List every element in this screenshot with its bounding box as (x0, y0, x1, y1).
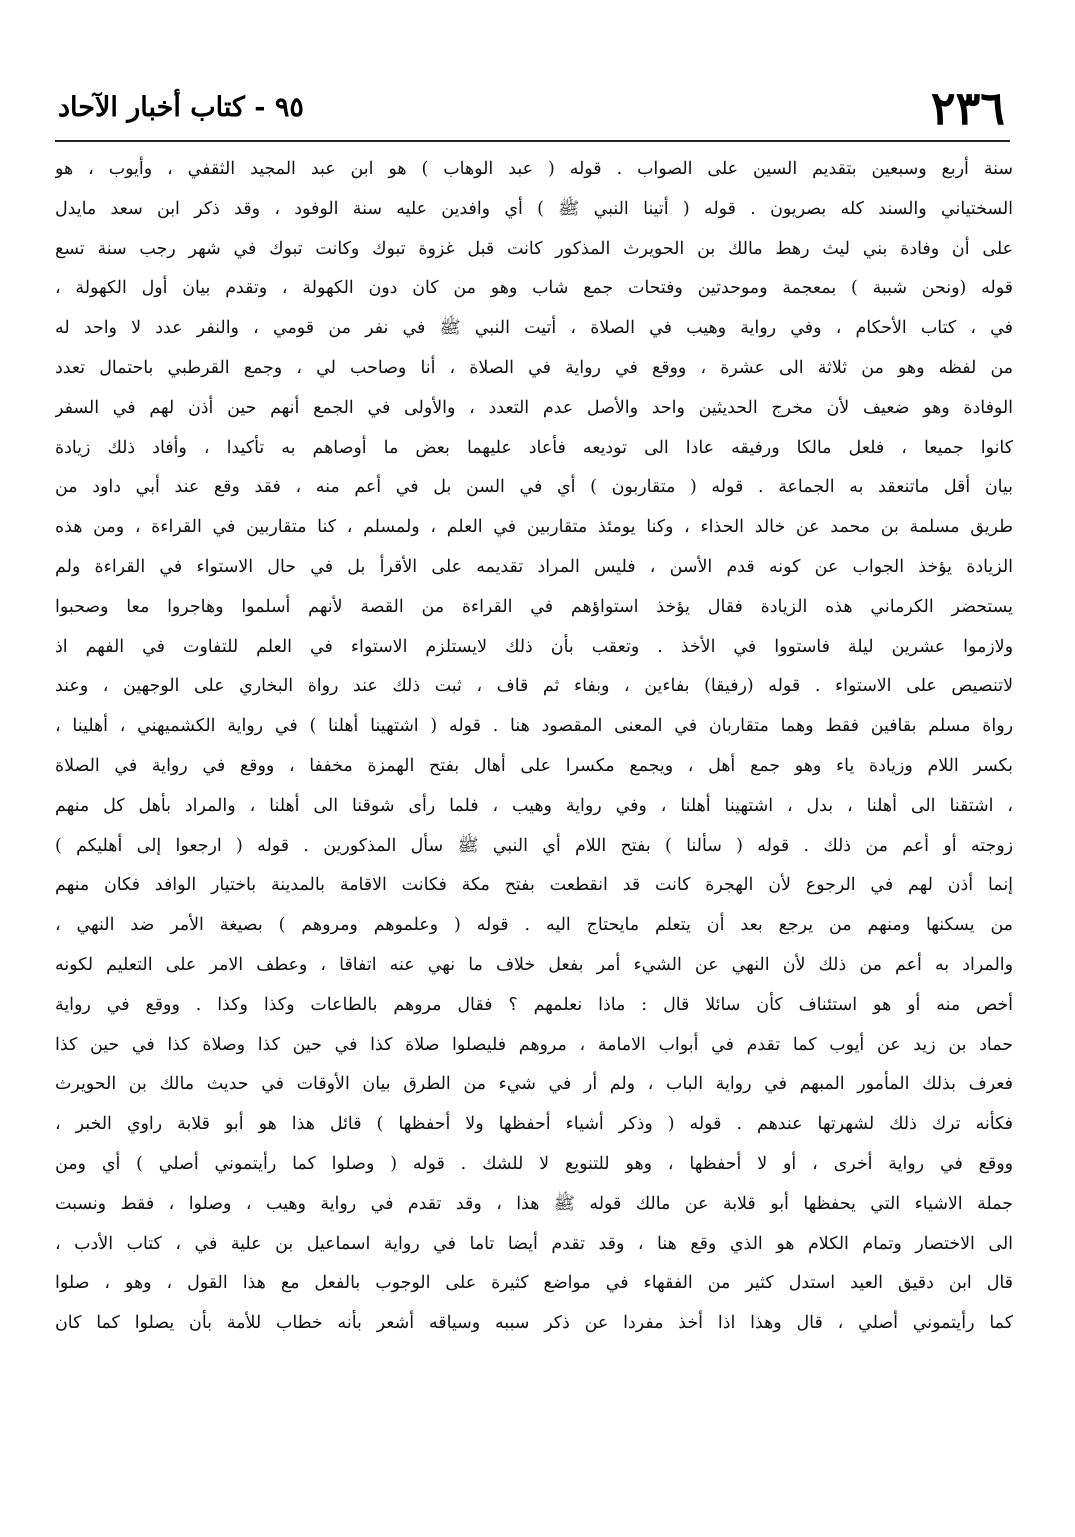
text-line: على أن وفادة بني ليث رهط مالك بن الحويرث المذكور كانت قبل غزوة تبوك وكانت تبوك في شهر رجب سنة تسع (55, 238, 1013, 259)
text-line: بكسر اللام وزيادة ياء وهو جمع أهل ، ويجمع مكسرا على أهال بفتح الهمزة مخففا ، ووقع في رواية في الصلاة (55, 755, 1013, 776)
running-title: ٩٥ - كتاب أخبار الآحاد (58, 92, 304, 123)
text-line: ، اشتقنا الى أهلنا ، بدل ، اشتهينا أهلنا ، وفي رواية وهيب ، فلما رأى شوقنا الى أهلنا ، والمراد بأهل كل منهم (55, 795, 1013, 816)
header-divider (55, 140, 1010, 142)
text-line: في ، كتاب الأحكام ، وفي رواية وهيب في الصلاة ، أتيت النبي ﷺ في نفر من قومي ، والنفر عدد لا واحد له (55, 318, 1013, 339)
text-line: أخص منه أو هو استئناف كأن سائلا قال : ماذا نعلمهم ؟ فقال مروهم بالطاعات وكذا وكذا . ووقع في رواية (55, 994, 1013, 1015)
text-line: جملة الاشياء التي يحفظها أبو قلابة عن مالك قوله ﷺ هذا ، وقد تقدم في رواية وهيب ، وصلوا ، فقط ونسبت (55, 1193, 1013, 1214)
text-line: والمراد به أعم من ذلك لأن النهي عن الشيء أمر بفعل خلاف ما نهي عنه اتفاقا ، وعطف الامر على التعليم لكونه (55, 954, 1013, 975)
text-line: زوجته أو أعم من ذلك . قوله ( سألنا ) بفتح اللام أي النبي ﷺ سأل المذكورين . قوله ( ارجعوا إلى أهليكم ) (55, 835, 1013, 856)
text-line: طريق مسلمة بن محمد عن خالد الحذاء ، وكنا يومئذ متقاربين في العلم ، ولمسلم ، كنا متقاربين في القراءة ، ومن هذه (55, 517, 1013, 538)
page-header (58, 78, 1005, 138)
text-line: رواة مسلم بقافين فقط وهما متقاربان في المعنى المقصود هنا . قوله ( اشتهينا أهلنا ) في رواية الكشميهني ، أهلينا ، (55, 716, 1013, 737)
text-line (55, 1344, 1013, 1384)
text-line: من لفظه وهو من ثلاثة الى عشرة ، ووقع في رواية في الصلاة ، أنا وصاحب لي ، وجمع القرطبي باحتمال تعدد (55, 357, 1013, 378)
text-line: الزيادة يؤخذ الجواب عن كونه قدم الأسن ، فليس المراد تقديمه على الأقرأ بل في حال الاستواء في القراءة ولم (55, 556, 1013, 577)
text-line: ووقع في رواية أخرى ، أو لا أحفظها ، وهو للتنويع لا للشك . قوله ( وصلوا كما رأيتموني أصلي ) أي ومن (55, 1153, 1013, 1174)
text-line: من يسكنها ومنهم من يرجع بعد أن يتعلم مايحتاج اليه . قوله ( وعلموهم ومروهم ) بصيغة الأمر ضد النهي ، (55, 915, 1013, 936)
body-text (55, 150, 1013, 1384)
text-line: كما رأيتموني أصلي ، قال وهذا اذا أخذ مفردا عن ذكر سببه وسياقه أشعر بأنه خطاب للأمة بأن يصلوا كما كان (55, 1313, 1013, 1334)
text-line: قوله (ونحن شببة ) بمعجمة وموحدتين وفتحات جمع شاب وهو من كان دون الكهولة ، وتقدم بيان أول الكهولة ، (55, 278, 1013, 299)
text-line: قال ابن دقيق العيد استدل كثير من الفقهاء في مواضع كثيرة على الوجوب بالفعل مع هذا القول ، وهو ، صلوا (55, 1273, 1013, 1294)
text-line: سنة أربع وسبعين بتقديم السين على الصواب . قوله ( عبد الوهاب ) هو ابن عبد المجيد الثقفي ، وأيوب ، هو (55, 159, 1013, 179)
text-line: إنما أذن لهم في الرجوع لأن الهجرة كانت قد انقطعت بفتح مكة فكانت الاقامة بالمدينة باختيار الوافد فكان منهم (55, 875, 1013, 896)
text-line: فكأنه ترك ذلك لشهرتها عندهم . قوله ( وذكر أشياء أحفظها ولا أحفظها ) قائل هذا هو أبو قلابة راوي الخبر ، (55, 1114, 1013, 1135)
text-line: لاتنصيص على الاستواء . قوله (رفيقا) بفاءين ، وبفاء ثم قاف ، ثبت ذلك عند رواة البخاري على الوجهين ، وعند (55, 676, 1013, 697)
text-line: بيان أقل ماتنعقد به الجماعة . قوله ( متقاربون ) أي في السن بل في أعم منه ، فقد وقع عند أبي داود من (55, 477, 1013, 498)
text-line: الوفادة وهو ضعيف لأن مخرج الحديثين واحد والأصل عدم التعدد ، والأولى في الجمع أنهم حين أذن لهم في السفر (55, 397, 1013, 418)
text-line: ولازموا عشرين ليلة فاستووا في الأخذ . وتعقب بأن ذلك لايستلزم الاستواء في العلم للتفاوت في الفهم اذ (55, 636, 1013, 657)
text-line: السختياني والسند كله بصريون . قوله ( أتينا النبي ﷺ ) أي وافدين عليه سنة الوفود ، وقد ذكر ابن سعد مايدل (55, 198, 1013, 219)
page-number: ٢٣٦ (930, 81, 1005, 135)
text-line: الى الاختصار وتمام الكلام هو الذي وقع هنا ، وقد تقدم أيضا تاما في رواية اسماعيل بن علية في ، كتاب الأدب ، (55, 1233, 1013, 1254)
text-line: فعرف بذلك المأمور المبهم في رواية الباب ، ولم أر في شيء من الطرق بيان الأوقات في حديث مالك بن الحويرث (55, 1074, 1013, 1095)
text-line: حماد بن زيد عن أيوب كما تقدم في أبواب الامامة ، مروهم فليصلوا صلاة كذا في حين كذا وصلاة كذا في حين كذا (55, 1034, 1013, 1055)
text-line: يستحضر الكرماني هذه الزيادة فقال يؤخذ استواؤهم في القراءة من القصة لأنهم أسلموا وهاجروا معا وصحبوا (55, 596, 1013, 617)
text-line: كانوا جميعا ، فلعل مالكا ورفيقه عادا الى توديعه فأعاد عليهما بعض ما أوصاهم به تأكيدا ، وأفاد ذلك زيادة (55, 437, 1013, 458)
